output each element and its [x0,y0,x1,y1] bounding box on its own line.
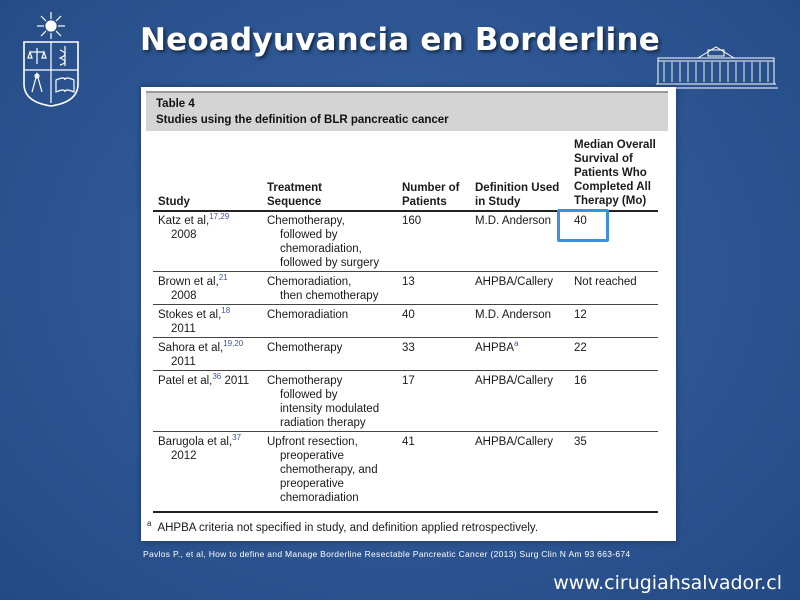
row-2-definition: AHPBA/Callery [475,276,553,288]
row-5-study: Patel et al,$^{36}$ 2011 [158,372,250,387]
row-1-definition: M.D. Anderson [475,215,552,227]
row-4-study: Sahora et al,$^{19,20}$ 2011 [158,339,244,368]
row-1-study: Katz et al,$^{17,29}$ 2008 [158,212,230,241]
col-header-survival: Median Overall Survival of Patients Who Completed All Therapy (Mo) [574,139,656,207]
row-2-survival: Not reached [574,276,637,288]
slide-title: Neoadyuvancia en Borderline [140,22,660,58]
col-header-definition: Definition Used in Study [475,182,560,208]
compass-icon [32,74,42,92]
website-url: www.cirugiahsalvador.cl [553,572,782,594]
row-5-survival: 16 [574,375,587,387]
row-2-treatment: Chemoradiation, then chemotherapy [267,276,379,302]
study-table [141,87,676,541]
row-6-study: Barugola et al,$^{37}$ 2012 [158,433,242,462]
book-icon [56,78,74,92]
table-bottom-rule [153,511,658,513]
table-number: Table 4 [156,98,195,110]
col-header-study: Study [158,196,190,208]
highlight-box [557,209,609,242]
row-5-treatment: Chemotherapy followed by intensity modulated radiation therapy [267,375,380,429]
row-divider [153,370,658,371]
row-4-definition: AHPBA$^a$ [475,339,519,354]
row-divider [153,337,658,338]
row-4-treatment: Chemotherapy [267,342,343,354]
col-header-patients: Number of Patients [402,182,460,208]
row-4-survival: 22 [574,342,587,354]
col-header-treatment: Treatment Sequence [267,182,322,208]
table-title-band [146,91,668,131]
row-1-treatment: Chemotherapy, followed by chemoradiation, followed by surgery [267,215,380,269]
row-2-patients: 13 [402,276,415,288]
row-divider [153,431,658,432]
row-6-treatment: Upfront resection, preoperative chemotherapy, and preoperative chemoradiation [267,436,378,504]
row-5-patients: 17 [402,375,415,387]
table-footnote: $^a$ AHPBA criteria not specified in study, and definition applied retrospectively. [147,519,539,534]
row-6-survival: 35 [574,436,587,448]
row-1-patients: 160 [402,215,422,227]
row-4-patients: 33 [402,342,415,354]
building-illustration [652,44,780,90]
row-6-patients: 41 [402,436,415,448]
row-3-definition: M.D. Anderson [475,309,552,321]
row-3-treatment: Chemoradiation [267,309,349,321]
row-1-survival: 40 [574,215,587,227]
row-3-patients: 40 [402,309,415,321]
row-3-survival: 12 [574,309,587,321]
row-5-definition: AHPBA/Callery [475,375,553,387]
row-6-definition: AHPBA/Callery [475,436,553,448]
row-divider [153,271,658,272]
source-citation: Pavlos P., et al, How to define and Manage Borderline Resectable Pancreatic Cancer (2013) Surg Clin N Am 93 663-674 [143,549,631,559]
row-2-study: Brown et al,$^{21}$ 2008 [158,273,228,302]
row-3-study: Stokes et al,$^{18}$ 2011 [158,306,231,335]
row-divider [153,304,658,305]
table-caption: Studies using the definition of BLR pancreatic cancer [156,114,449,126]
